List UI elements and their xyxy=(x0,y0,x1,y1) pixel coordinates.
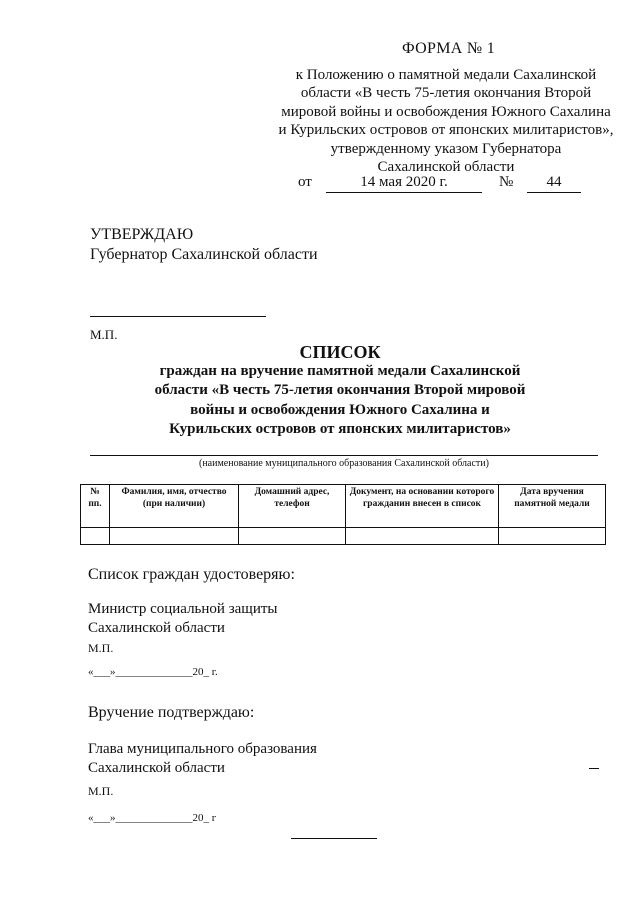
annex-line: к Положению о памятной медали Сахалинской xyxy=(295,67,597,83)
stamp-placeholder: М.П. xyxy=(90,327,118,342)
stamp-placeholder: М.П. xyxy=(88,641,114,655)
certify-label: Список граждан удостоверяю: xyxy=(88,566,295,583)
position-line: Сахалинской области xyxy=(88,619,225,636)
annex-date-row xyxy=(262,174,640,196)
list-subtitle xyxy=(120,362,560,440)
annex-line: мировой войны и освобождения Южного Сахалина xyxy=(281,103,611,120)
subtitle-line: области «В честь 75-летия окончания Второй мировой xyxy=(154,382,526,399)
subtitle-line: граждан на вручение памятной медали Сахалинской xyxy=(159,363,521,379)
footer-line xyxy=(291,838,377,839)
minister-position xyxy=(88,600,278,637)
table-row xyxy=(81,528,606,545)
stamp-placeholder: М.П. xyxy=(88,784,114,798)
annex-line: области «В честь 75-летия окончания Второй xyxy=(300,85,592,102)
citizens-table xyxy=(80,484,606,545)
subtitle-line: Курильских островов от японских милитаристов» xyxy=(169,421,511,438)
scan-mark xyxy=(589,768,599,769)
table-cell xyxy=(81,528,110,545)
head-position xyxy=(88,740,317,777)
approval-block xyxy=(90,225,318,265)
header-name: Фамилия, имя, отчество (при наличии) xyxy=(110,485,239,528)
date-placeholder: «___»______________20_ г xyxy=(88,812,217,824)
number-underline xyxy=(527,192,581,193)
annex-line: Сахалинской области xyxy=(377,159,515,176)
date-placeholder: «___»______________20_ г. xyxy=(88,666,218,678)
table-cell xyxy=(110,528,239,545)
header-award-date: Дата вручения памятной медали xyxy=(499,485,606,528)
subtitle-line: войны и освобождения Южного Сахалина и xyxy=(190,401,490,418)
annex-line: утвержденному указом Губернатора xyxy=(330,140,562,157)
table-header-row xyxy=(81,485,606,528)
confirm-label: Вручение подтверждаю: xyxy=(88,704,255,721)
municipality-line xyxy=(90,455,598,456)
header-number: № пп. xyxy=(81,485,110,528)
municipality-caption: (наименование муниципального образования Сахалинской области) xyxy=(199,458,489,469)
decree-date: 14 мая 2020 г. xyxy=(360,174,448,190)
table-cell xyxy=(346,528,499,545)
date-prefix: от xyxy=(298,174,312,190)
approve-label: УТВЕРЖДАЮ xyxy=(90,226,194,243)
annex-line: и Курильских островов от японских милитаристов», xyxy=(278,122,614,139)
date-underline xyxy=(326,192,482,193)
position-line: Министр социальной защиты xyxy=(88,601,278,617)
signature-line xyxy=(90,316,266,317)
header-document: Документ, на основании которого гражданин внесен в список xyxy=(346,485,499,528)
annex-text xyxy=(268,66,624,176)
position-line: Сахалинской области xyxy=(88,759,225,776)
list-title: СПИСОК xyxy=(299,342,381,362)
table-cell xyxy=(239,528,346,545)
decree-number: 44 xyxy=(546,174,562,190)
number-sign: № xyxy=(499,174,514,190)
header-address: Домашний адрес, телефон xyxy=(239,485,346,528)
table-cell xyxy=(499,528,606,545)
approver-title: Губернатор Сахалинской области xyxy=(90,246,318,263)
position-line: Глава муниципального образования xyxy=(88,741,317,757)
form-title: ФОРМА № 1 xyxy=(402,40,496,57)
